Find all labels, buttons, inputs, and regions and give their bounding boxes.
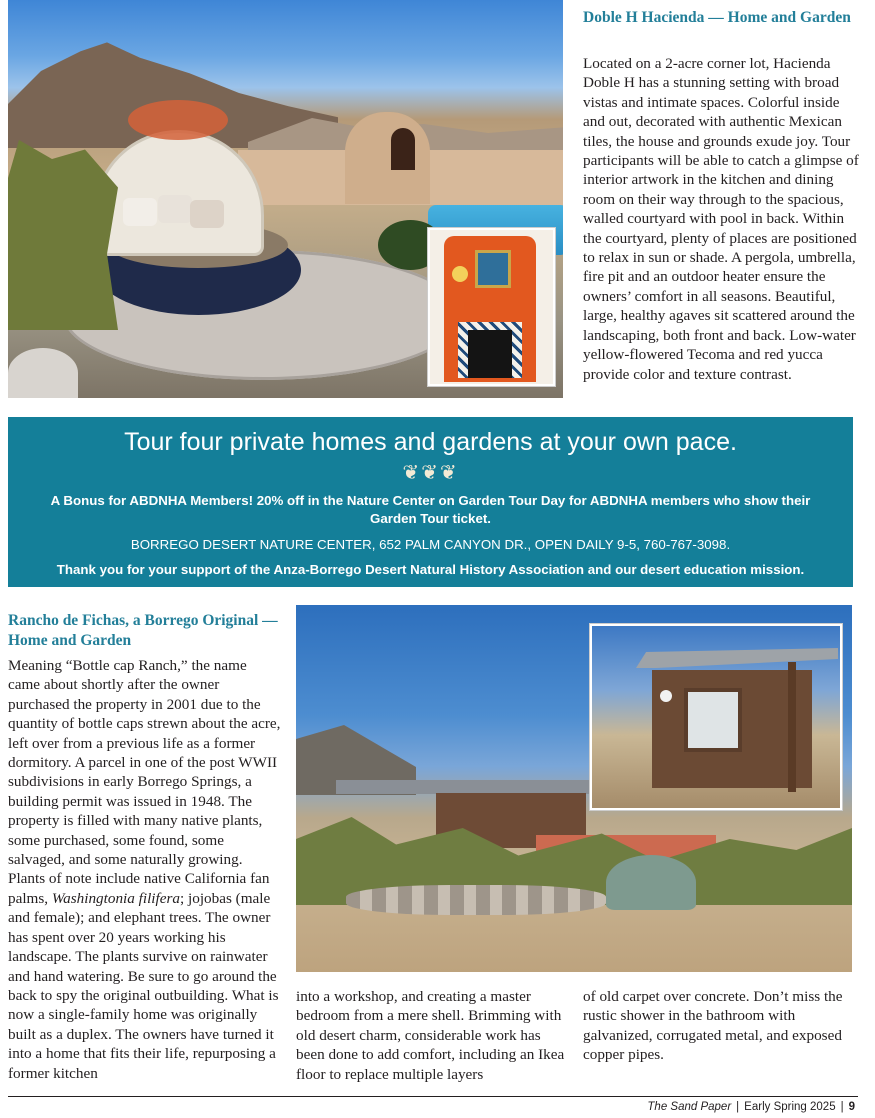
banner-bonus-text: A Bonus for ABDNHA Members! 20% off in the Nature Center on Garden Tour Day for ABDNHA members who show their Garden Tour ticket. [50, 493, 811, 526]
ramada-roof-shape [336, 780, 596, 794]
tower-arch-shape [391, 128, 415, 170]
pillow-shape [190, 200, 224, 228]
page-footer [647, 1100, 855, 1114]
hacienda-headline: Doble H Hacienda — Home and Garden [583, 9, 851, 26]
boulder-shape [8, 348, 78, 398]
banner-title: Tour four private homes and gardens at your own pace. [124, 428, 737, 456]
agave-shape [606, 855, 696, 910]
rancho-body [8, 656, 282, 1083]
pillow-shape [158, 195, 192, 223]
pillow-shape [123, 198, 157, 226]
tour-banner [8, 417, 853, 587]
footer-separator: | [840, 1101, 844, 1113]
porch-post-shape [788, 662, 796, 792]
shed-window-shape [684, 688, 742, 752]
palm-ornament-icon: ❦❦❦ [402, 462, 459, 484]
bell-tower-shape [345, 112, 430, 204]
rooster-figurine-shape [452, 266, 468, 282]
issue-label: Early Spring 2025 [744, 1101, 836, 1113]
publication-name: The Sand Paper [647, 1101, 732, 1113]
firebox-shape [468, 330, 512, 378]
banner-address-text: BORREGO DESERT NATURE CENTER, 652 PALM CANYON DR., OPEN DAILY 9-5, 760-767-3098. [130, 537, 731, 552]
fireplace-inset-photo [428, 228, 555, 386]
rancho-body-continued: into a workshop, and creating a master bedroom from a mere shell. Brimming with old desert charm, considerable work has been done to add comfort, including an Ikea floor to replace multiple layers [296, 988, 565, 1083]
framed-painting-shape [475, 250, 511, 288]
rock-border-shape [346, 885, 606, 915]
page-number: 9 [848, 1101, 855, 1113]
footer-rule [8, 1096, 858, 1097]
rancho-body-part: ; jojobas (male and female); and elephant trees. The owner has spent over 20 years working his landscape. The plants survive on rainwater and hand watering. Be sure to go around the back to spy the original outbuilding. What is now a single-family home was originally built as a duplex. The owners have turned it into a home that fits their life, repurposing a former kitchen [8, 889, 279, 1082]
flowering-shrub-shape [128, 100, 228, 140]
footer-separator: | [736, 1101, 740, 1113]
daybed-canopy-shape [93, 130, 264, 256]
shrub-shape [8, 140, 118, 330]
rancho-headline: Rancho de Fichas, a Borrego Original — Home and Garden [8, 612, 278, 649]
outbuilding-inset-photo [590, 624, 842, 810]
rancho-body-part: Meaning “Bottle cap Ranch,” the name came about shortly after the owner purchased the property in 2001 due to the quantity of bottle caps strewn about the acre, left over from a previous life as a former dormitory. A parcel in one of the post WWII subdivisions in early Borrego Springs, a building permit was issued in 1948. The property is filled with many native plants, some purchased, some found, some salvaged, and some naturally growing. Plants of note include native California fan palms, [8, 657, 281, 907]
hacienda-body: Located on a 2-acre corner lot, Hacienda Doble H has a stunning setting with broad vistas and intimate spaces. Colorful inside and out, decorated with authentic Mexican tiles, the house and grounds exude joy. Tour participants will be able to catch a glimpse of interior artwork in the kitchen and dining room on their way through to the spacious, walled courtyard with pool in back. Within the courtyard, plenty of places are positioned to relax in sun or shade. A pergola, umbrella, fire pit and an outdoor heater ensure the owners’ comfort in all seasons. Beautiful, large, healthy agaves sit scattered around the landscaping, both front and back. Low-water yellow-flowered Tecoma and red yucca provide color and texture contrast. [583, 55, 859, 383]
shed-light-shape [660, 690, 672, 702]
rancho-body-continued: of old carpet over concrete. Don’t miss the rustic shower in the bathroom with galvanized, corrugated metal, and exposed copper pipes. [583, 988, 843, 1064]
rancho-species-name: Washingtonia filifera [51, 889, 180, 907]
corrugated-roof-shape [636, 648, 838, 668]
banner-thanks-text: Thank you for your support of the Anza-Borrego Desert Natural History Association and our desert education mission. [56, 562, 805, 577]
